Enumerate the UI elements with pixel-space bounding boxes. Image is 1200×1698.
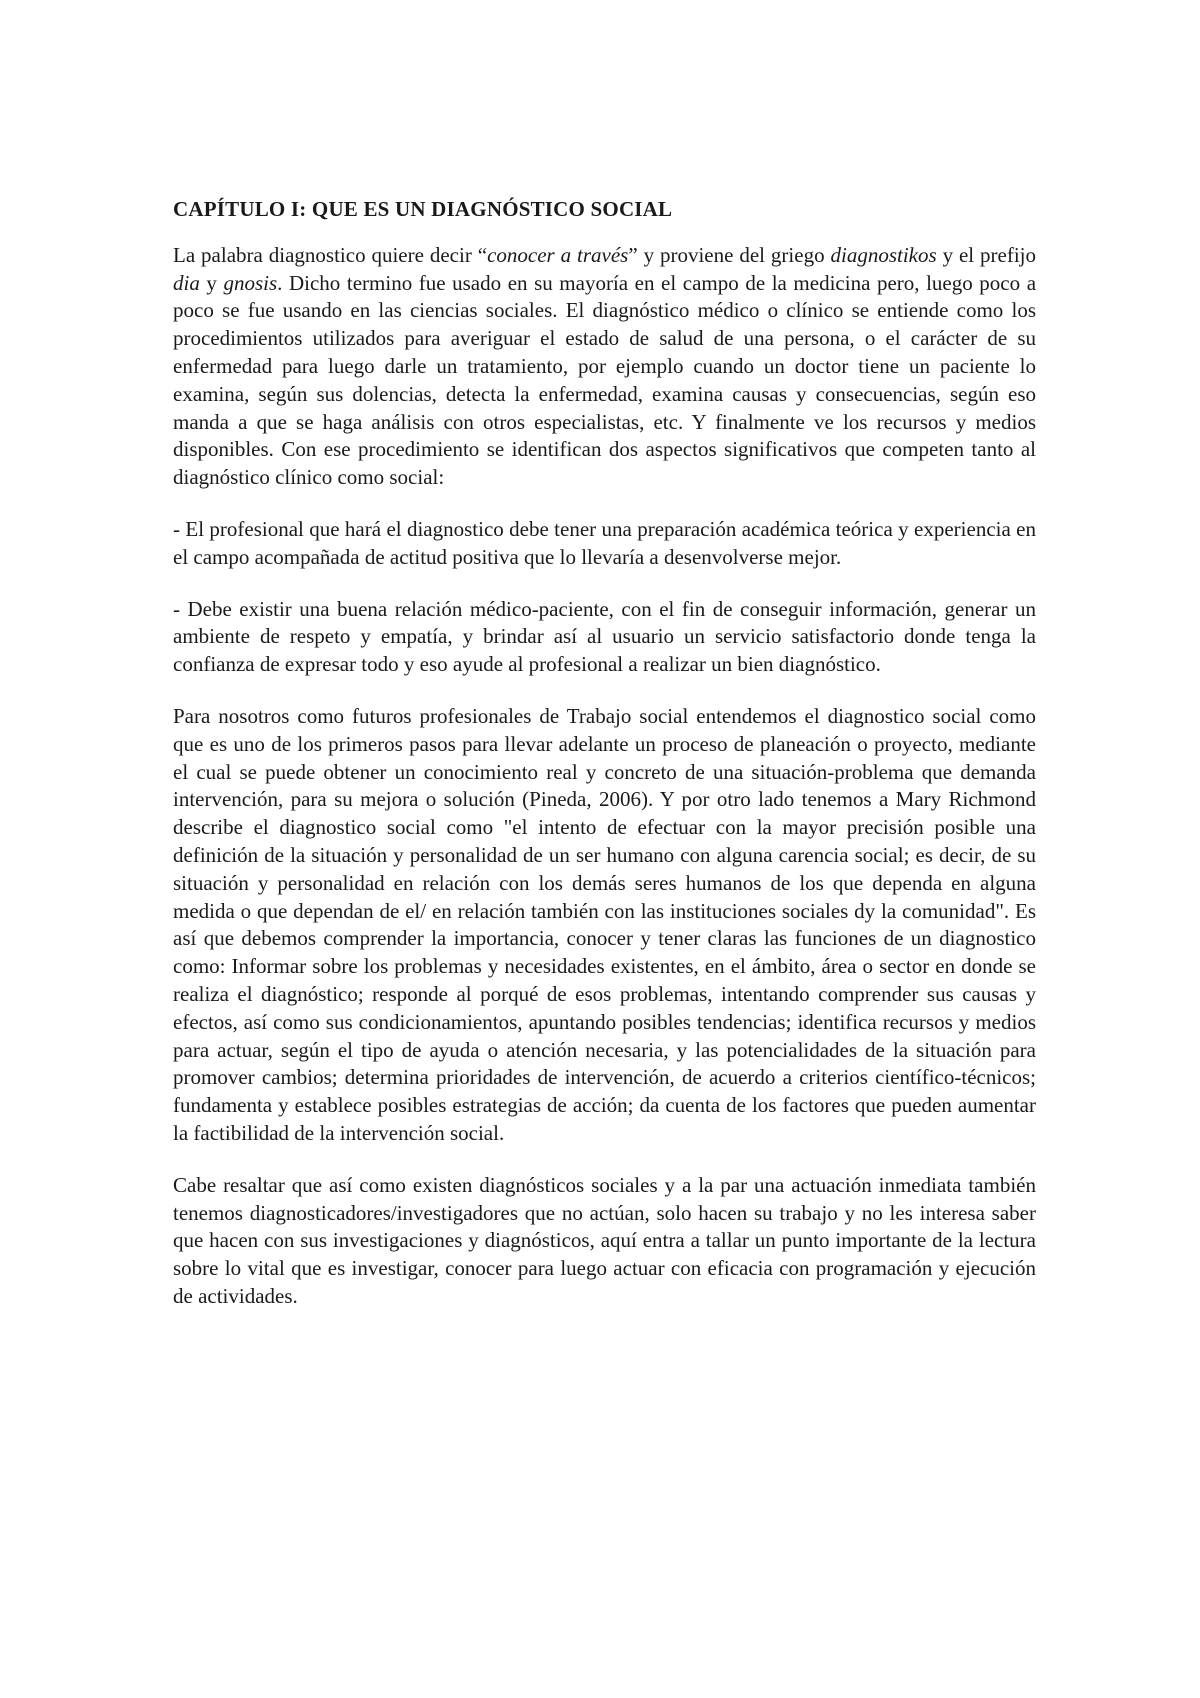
intro-text-4: y — [199, 270, 224, 295]
intro-text-2: ” y proviene del griego — [628, 242, 831, 267]
paragraph-intro — [173, 242, 1036, 492]
paragraph-bullet-profesional: - El profesional que hará el diagnostico debe tener una preparación académica teórica y experiencia en el campo acompañada de actitud positiva que lo llevaría a desenvolverse mejor. — [173, 516, 1036, 569]
intro-text-5: . Dicho termino fue usado en su mayoría en el campo de la medicina pero, luego poco a poco se fue usando en las ciencias sociales. El diagnóstico médico o clínico se entiende como los procedimientos utilizados para averiguar el estado de salud de una persona, o el carácter de su enfermedad para luego darle un tratamiento, por ejemplo cuando un doctor tiene un paciente lo examina, según sus dolencias, detecta la enfermedad, examina causas y consecuencias, según eso manda a que se haga análisis con otros especialistas, etc. Y finalmente ve los recursos y medios disponibles. Con ese procedimiento se identifican dos aspectos significativos que competen tanto al diagnóstico clínico como social: — [173, 270, 1037, 490]
intro-text-1: La palabra diagnostico quiere decir “ — [173, 242, 488, 267]
intro-italic-gnosis: gnosis — [223, 270, 278, 295]
intro-italic-conocer: conocer a través — [487, 242, 629, 267]
paragraph-conclusion: Cabe resaltar que así como existen diagnósticos sociales y a la par una actuación inmediata también tenemos diagnosticadores/investigadores que no actúan, solo hacen su trabajo y no les interesa saber que hacen con sus investigaciones y diagnósticos, aquí entra a tallar un punto importante de la lectura sobre lo vital que es investigar, conocer para luego actuar con eficacia con programación y ejecución de actividades. — [173, 1172, 1036, 1308]
chapter-title: CAPÍTULO I: QUE ES UN DIAGNÓSTICO SOCIAL — [173, 197, 673, 221]
intro-italic-diagnostikos: diagnostikos — [830, 242, 937, 267]
document-body — [173, 196, 1036, 1311]
intro-text-3: y el prefijo — [936, 242, 1037, 267]
intro-italic-dia: dia — [173, 270, 200, 295]
paragraph-bullet-relacion: - Debe existir una buena relación médico-paciente, con el fin de conseguir información, generar un ambiente de respeto y empatía, y brindar así al usuario un servicio satisfactorio donde tenga la confianza de expresar todo y eso ayude al profesional a realizar un bien diagnóstico. — [173, 596, 1036, 677]
paragraph-trabajo-social: Para nosotros como futuros profesionales de Trabajo social entendemos el diagnostico social como que es uno de los primeros pasos para llevar adelante un proceso de planeación o proyecto, mediante el cual se puede obtener un conocimiento real y concreto de una situación-problema que demanda intervención, para su mejora o solución (Pineda, 2006). Y por otro lado tenemos a Mary Richmond describe el diagnostico social como "el intento de efectuar con la mayor precisión posible una definición de la situación y personalidad de un ser humano con alguna carencia social; es decir, de su situación y personalidad en relación con los demás seres humanos de los que dependa en alguna medida o que dependan de el/ en relación también con las instituciones sociales dy la comunidad". Es así que debemos comprender la importancia, conocer y tener claras las funciones de un diagnostico como: Informar sobre los problemas y necesidades existentes, en el ámbito, área o sector en donde se realiza el diagnóstico; responde al porqué de esos problemas, intentando comprender sus causas y efectos, así como sus condicionamientos, apuntando posibles tendencias; identifica recursos y medios para actuar, según el tipo de ayuda o atención necesaria, y las potencialidades de la situación para promover cambios; determina prioridades de intervención, de acuerdo a criterios científico-técnicos; fundamenta y establece posibles estrategias de acción; da cuenta de los factores que pueden aumentar la factibilidad de la intervención social. — [173, 703, 1036, 1145]
